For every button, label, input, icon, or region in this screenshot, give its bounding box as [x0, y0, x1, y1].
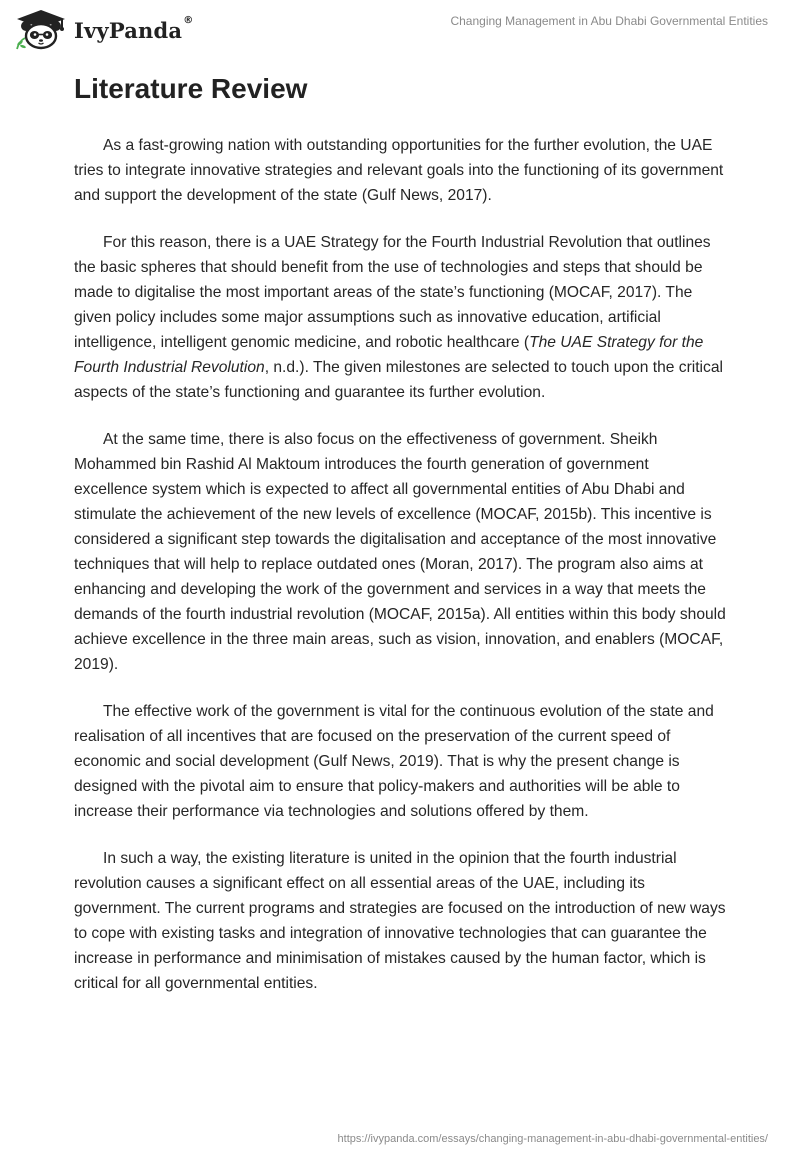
registered-mark: ®: [183, 14, 194, 26]
article-body: [74, 133, 726, 1018]
paragraph-2-text-before: For this reason, there is a UAE Strategy for the Fourth Industrial Revolution that outlines the basic spheres that should benefit from the use of technologies and steps that should be made to digitalise the most important areas of the state’s functioning (MOCAF, 2017). The given policy includes some major assumptions such as innovative education, artificial intelligence, intelligent genomic medicine, and robotic healthcare (: [74, 234, 711, 351]
page-header: [0, 0, 800, 60]
brand-name: [74, 14, 194, 43]
brand-name-text: IvyPanda: [74, 17, 183, 43]
panda-graduate-icon: [14, 8, 68, 50]
paragraph-5: In such a way, the existing literature is united in the opinion that the fourth industrial revolution causes a significant effect on all essential areas of the UAE, including its government. The current programs and strategies are focused on the introduction of new ways to cope with existing tasks and integration of innovative technologies that can guarantee the increase in performance and minimisation of mistakes caused by the human factor, which is critical for all governmental entities.: [74, 850, 726, 992]
document-title: Changing Management in Abu Dhabi Governmental Entities: [450, 14, 768, 28]
paragraph-3: At the same time, there is also focus on the effectiveness of government. Sheikh Mohammed bin Rashid Al Maktoum introduces the fourth generation of government excellence system which is expected to affect all governmental entities of Abu Dhabi and stimulate the achievement of the new levels of excellence (MOCAF, 2015b). This incentive is considered a significant step towards the digitalisation and acceptance of the most innovative techniques that will help to replace outdated ones (Moran, 2017). The program also aims at enhancing and developing the work of the government and services in a way that meets the demands of the fourth industrial revolution (MOCAF, 2015a). All entities within this body should achieve excellence in the three main areas, such as vision, innovation, and enablers (MOCAF, 2019).: [74, 431, 726, 673]
paragraph-2-text-after: , n.d.). The given milestones are selected to touch upon the critical aspects of the state’s functioning and guarantee its further evolution.: [74, 359, 723, 401]
cited-title: The UAE Strategy for the Fourth Industrial Revolution: [74, 334, 704, 376]
source-url[interactable]: https://ivypanda.com/essays/changing-management-in-abu-dhabi-governmental-entities/: [337, 1133, 768, 1145]
ivypanda-logo[interactable]: [14, 8, 193, 50]
paragraph-2: [74, 230, 726, 405]
paragraph-4: The effective work of the government is vital for the continuous evolution of the state and realisation of all incentives that are focused on the preservation of the current speed of economic and social development (Gulf News, 2019). That is why the present change is designed with the pivotal aim to ensure that policy-makers and authorities will be able to increase their performance via technologies and solutions offered by them.: [74, 703, 714, 820]
section-heading: Literature Review: [74, 73, 308, 104]
paragraph-1: As a fast-growing nation with outstanding opportunities for the further evolution, the UAE tries to integrate innovative strategies and relevant goals into the functioning of its government and support the development of the state (Gulf News, 2017).: [74, 137, 724, 204]
